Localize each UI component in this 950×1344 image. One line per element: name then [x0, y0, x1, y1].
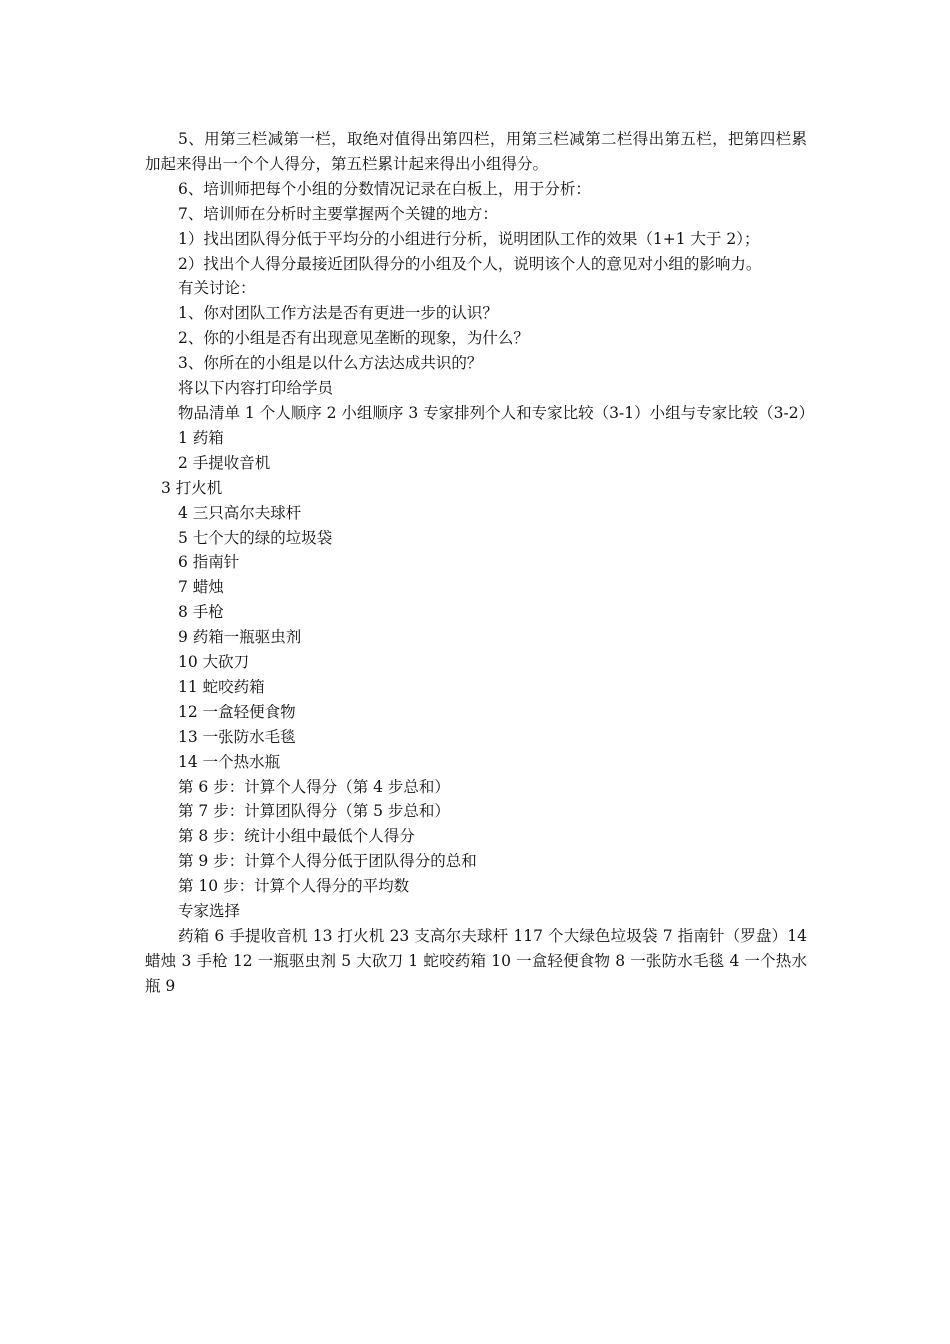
- list-item: 9 药箱一瓶驱虫剂: [178, 628, 302, 647]
- paragraph-step-6: 6、培训师把每个小组的分数情况记录在白板上，用于分析：: [178, 179, 591, 198]
- expert-choice-list: 药箱 6 手提收音机 13 打火机 23 支高尔夫球杆 117 个大绿色垃圾袋 7 指南针（罗盘）14 蜡烛 3 手枪 12 一瓶驱虫剂 5 大砍刀 1 蛇咬药箱 10 一盒轻便食物 8 一张防水毛毯 4 一个热水瓶 9: [145, 927, 807, 995]
- list-item: 2 手提收音机: [178, 453, 271, 472]
- paragraph-key-point-2: 2）找出个人得分最接近团队得分的小组及个人，说明该个人的意见对小组的影响力。: [178, 254, 762, 273]
- step-item: 第 10 步：计算个人得分的平均数: [178, 877, 410, 896]
- paragraph-step-5: 5、用第三栏减第一栏，取绝对值得出第四栏，用第三栏减第二栏得出第五栏，把第四栏累加起来得出一个个人得分，第五栏累计起来得出小组得分。: [145, 130, 807, 173]
- document-body: [145, 127, 815, 999]
- step-item: 第 7 步：计算团队得分（第 5 步总和）: [178, 802, 450, 821]
- list-item: 13 一张防水毛毯: [178, 727, 296, 746]
- paragraph-step-7: 7、培训师在分析时主要掌握两个关键的地方：: [178, 204, 498, 223]
- discussion-question-2: 2、你的小组是否有出现意见垄断的现象，为什么？: [178, 329, 529, 348]
- list-item: 4 三只高尔夫球杆: [178, 503, 302, 522]
- list-item: 10 大砍刀: [178, 653, 250, 672]
- print-instruction: 将以下内容打印给学员: [178, 379, 334, 398]
- list-item: 5 七个大的绿的垃圾袋: [178, 528, 333, 547]
- list-item: 1 药箱: [178, 428, 224, 447]
- list-item: 8 手枪: [178, 603, 224, 622]
- step-item: 第 6 步：计算个人得分（第 4 步总和）: [178, 777, 450, 796]
- discussion-question-1: 1、你对团队工作方法是否有更进一步的认识？: [178, 304, 498, 323]
- paragraph-key-point-1: 1）找出团队得分低于平均分的小组进行分析，说明团队工作的效果（1+1 大于 2）；: [178, 229, 760, 248]
- step-item: 第 8 步：统计小组中最低个人得分: [178, 827, 415, 846]
- step-item: 第 9 步：计算个人得分低于团队得分的总和: [178, 852, 477, 871]
- item-list-header: 物品清单 1 个人顺序 2 小组顺序 3 专家排列个人和专家比较（3-1）小组与专家比较（3-2）: [178, 403, 815, 422]
- list-item: 6 指南针: [178, 553, 240, 572]
- list-item: 14 一个热水瓶: [178, 752, 281, 771]
- discussion-question-3: 3、你所在的小组是以什么方法达成共识的？: [178, 354, 483, 373]
- list-item: 3 打火机: [161, 478, 223, 497]
- discussion-heading: 有关讨论：: [178, 279, 256, 298]
- list-item: 12 一盒轻便食物: [178, 702, 296, 721]
- expert-choice-heading: 专家选择: [178, 902, 241, 921]
- list-item: 7 蜡烛: [178, 578, 224, 597]
- list-item: 11 蛇咬药箱: [178, 677, 265, 696]
